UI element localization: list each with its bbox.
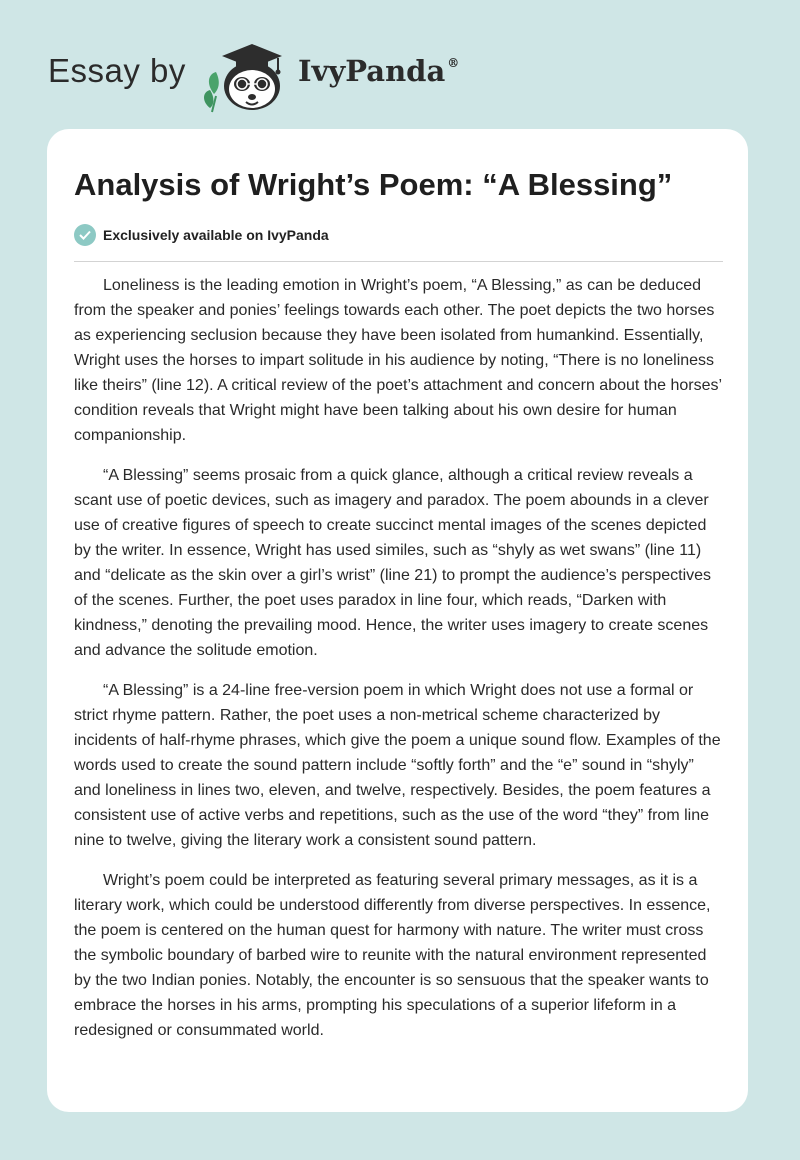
exclusive-badge: [74, 223, 329, 247]
page-title: Analysis of Wright’s Poem: “A Blessing”: [74, 167, 673, 202]
paragraph: “A Blessing” is a 24-line free-version poem in which Wright does not use a formal or strict rhyme pattern. Rather, the poet uses a non-metrical scheme characterized by incidents of half-rhyme phrases, which give the poem a unique sound flow. Examples of the words used to create the sound pattern include “softly forth” and the “e” sound in “shyly” and loneliness in lines two, eleven, and twelve, respectively. Besides, the poem features a consistent use of active verbs and repetitions, such as the use of the word “they” from line nine to twelve, giving the literary work a consistent sound pattern.: [74, 682, 721, 849]
paragraph: “A Blessing” seems prosaic from a quick glance, although a critical review reveals a scant use of poetic devices, such as imagery and paradox. The poem abounds in a clever use of creative figures of speech to create succinct mental images of the scenes depicted by the writer. In essence, Wright has used similes, such as “shyly as wet swans” (line 11) and “delicate as the skin over a girl’s wrist” (line 21) to prompt the audience’s perspectives of the scenes. Further, the poet uses paradox in line four, which reads, “Darken with kindness,” denoting the prevailing mood. Hence, the writer uses imagery to create scenes and advance the solitude emotion.: [74, 467, 712, 659]
essay-card: [47, 129, 748, 1112]
essay-by-label: Essay by: [48, 52, 186, 89]
exclusive-badge-label: Exclusively available on IvyPanda: [103, 227, 329, 243]
brand-name: [298, 54, 459, 88]
panda-graduate-logo-icon[interactable]: [200, 34, 300, 114]
check-circle-icon: [74, 224, 96, 246]
brand-label: IvyPanda: [298, 54, 446, 88]
paragraph: Loneliness is the leading emotion in Wright’s poem, “A Blessing,” as can be deduced from the speaker and ponies’ feelings towards each other. The poet depicts the two horses as experiencing seclusion because they have been isolated from humankind. Essentially, Wright uses the horses to impart solitude in his audience by noting, “There is no loneliness like theirs” (line 12). A critical review of the poet’s attachment and concern about the horses’ condition reveals that Wright might have been talking about his own desire for human companionship.: [74, 277, 722, 444]
registered-mark: ®: [447, 56, 460, 70]
essay-body: [74, 273, 724, 1058]
paragraph: Wright’s poem could be interpreted as featuring several primary messages, as it is a literary work, which could be understood differently from diverse perspectives. In essence, the poem is centered on the human quest for harmony with nature. The writer must cross the symbolic boundary of barbed wire to reunite with the natural environment represented by the two Indian ponies. Notably, the encounter is so sensuous that the speaker wants to embrace the horses in his arms, prompting his speculations of a superior lifeform in a redesigned or consummated world.: [74, 872, 711, 1039]
divider: [74, 261, 723, 262]
site-header: [48, 34, 748, 114]
